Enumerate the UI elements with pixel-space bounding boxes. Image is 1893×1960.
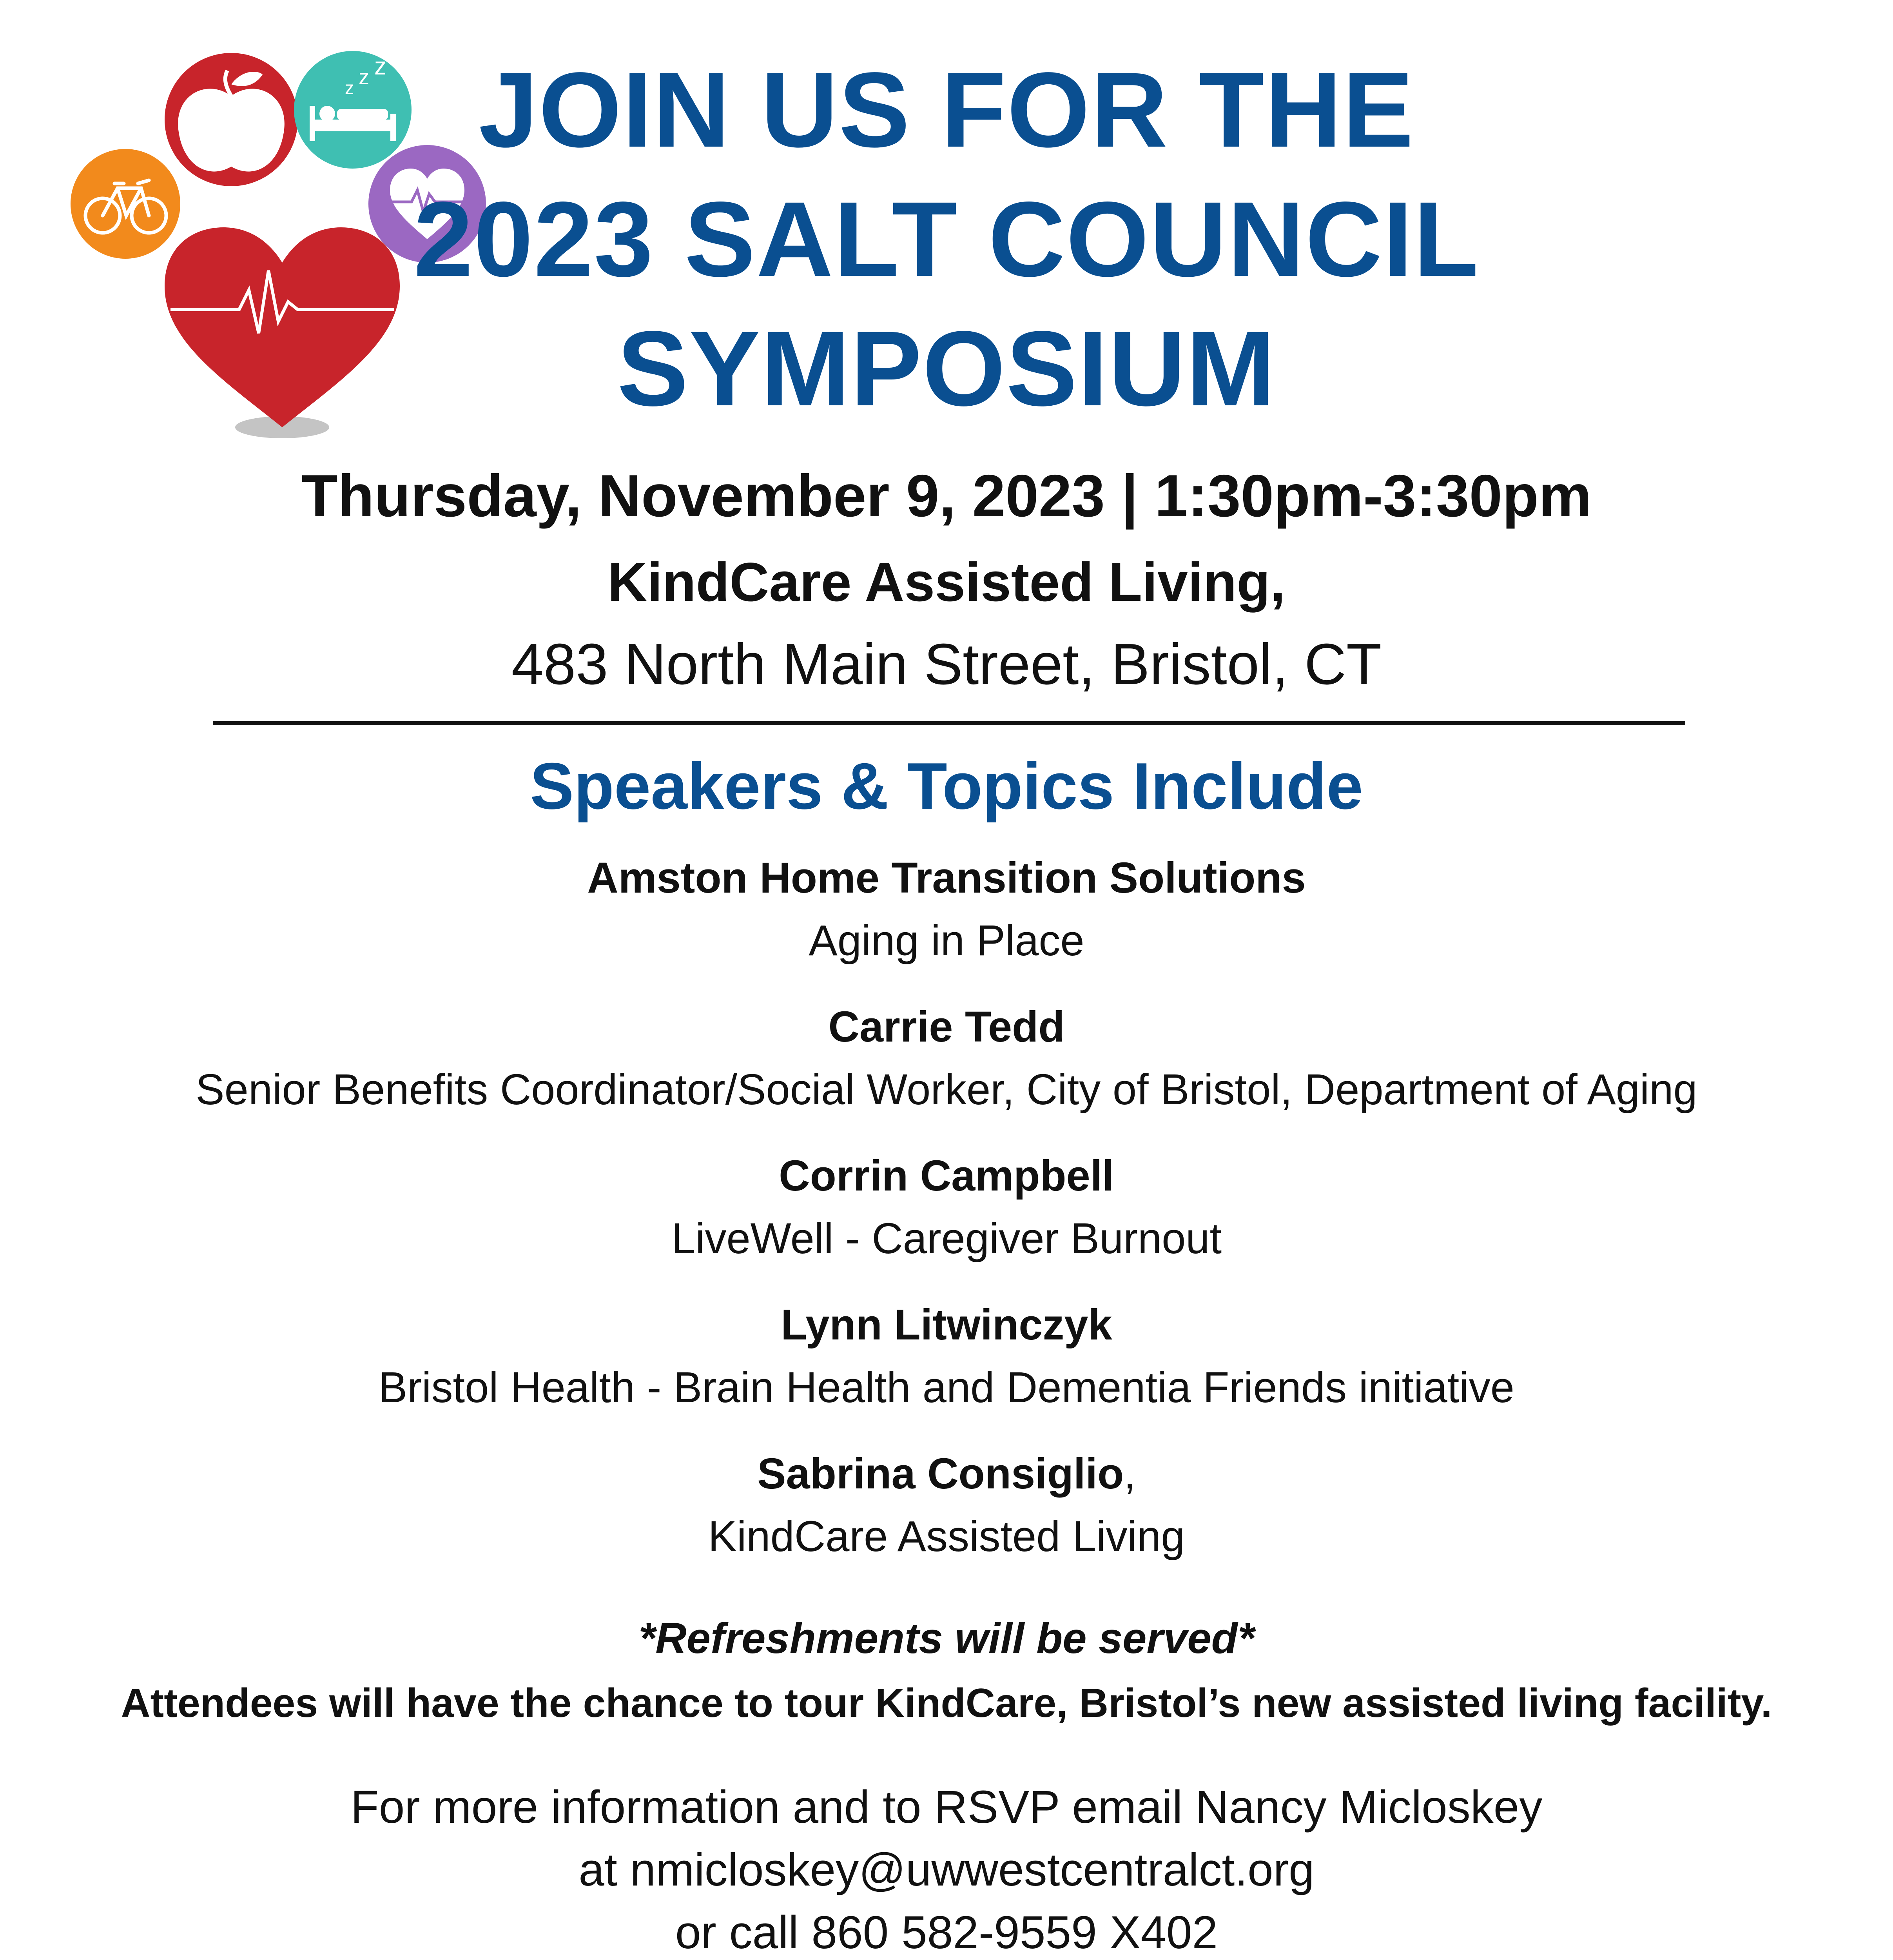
speaker-name-suffix: , <box>1124 1450 1136 1498</box>
contact-line-1: For more information and to RSVP email Nancy Micloskey <box>350 1781 1543 1833</box>
contact-line-2: at nmicloskey@uwwestcentralct.org <box>578 1844 1315 1896</box>
title-line-1: JOIN US FOR THE <box>479 50 1414 169</box>
contact-line-3: or call 860 582-9559 X402 <box>675 1907 1218 1958</box>
speaker-topic: Senior Benefits Coordinator/Social Worker, City of Bristol, Department of Aging <box>196 1065 1697 1114</box>
tour-note: Attendees will have the chance to tour KindCare, Bristol’s new assisted living facility. <box>121 1681 1772 1726</box>
speaker-name: Lynn Litwinczyk <box>781 1301 1112 1349</box>
speaker-topic: LiveWell - Caregiver Burnout <box>671 1214 1222 1263</box>
svg-text:z: z <box>359 65 369 89</box>
event-address: 483 North Main Street, Bristol, CT <box>511 632 1382 697</box>
refreshments-note: *Refreshments will be served* <box>638 1614 1255 1662</box>
page-title <box>0 45 1893 433</box>
speaker-name: Corrin Campbell <box>779 1152 1114 1200</box>
title-line-2: 2023 SALT COUNCIL <box>413 180 1480 299</box>
speaker-topic: Aging in Place <box>809 916 1084 965</box>
svg-text:z: z <box>345 78 354 98</box>
speaker-topic: KindCare Assisted Living <box>708 1512 1185 1561</box>
event-venue: KindCare Assisted Living, <box>607 551 1286 613</box>
divider-rule <box>213 721 1685 725</box>
event-date-time: Thursday, November 9, 2023 | 1:30pm-3:30pm <box>301 463 1592 529</box>
speaker-topic: Bristol Health - Brain Health and Dementia Friends initiative <box>379 1363 1514 1412</box>
speakers-heading: Speakers & Topics Include <box>530 749 1363 823</box>
speaker-name: Amston Home Transition Solutions <box>587 854 1306 902</box>
svg-text:z: z <box>374 53 386 80</box>
speaker-name: Carrie Tedd <box>828 1003 1065 1051</box>
speaker-name-row <box>0 1446 1893 1501</box>
title-line-3: SYMPOSIUM <box>617 309 1276 428</box>
speaker-name: Sabrina Consiglio <box>757 1450 1124 1498</box>
